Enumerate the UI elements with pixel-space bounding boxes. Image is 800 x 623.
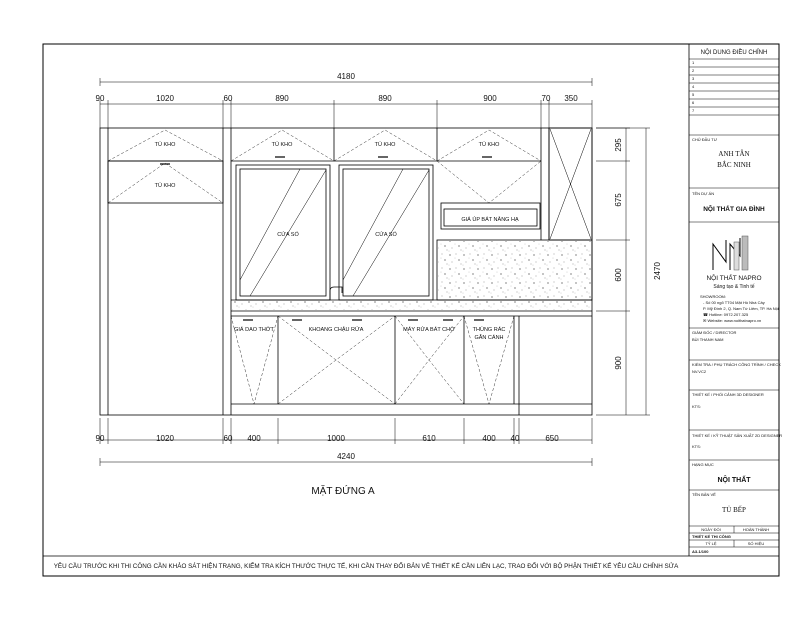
dim-bottom-2: 1020: [156, 434, 174, 443]
dim-top-7: 70: [541, 94, 551, 103]
label-pantry-mid: TỦ KHO: [154, 183, 176, 189]
dim-bottom-9: 650: [545, 434, 559, 443]
dim-top-2: 1020: [156, 94, 174, 103]
dim-bottom-7: 400: [482, 434, 496, 443]
sheet-label: SỐ HIỆU: [747, 541, 765, 546]
phase: THIẾT KẾ THI CÔNG: [692, 534, 731, 539]
row-date-label: NGÀY ĐỔI: [701, 527, 721, 532]
total-height: 2470: [653, 262, 662, 280]
showroom-label: SHOWROOM:: [700, 294, 726, 299]
construction-note: YÊU CẦU TRƯỚC KHI THI CÔNG CẦN KHẢO SÁT HIỆN TRẠNG, KIỂM TRA KÍCH THƯỚC THỰC TẾ, KHI CẦN THAY ĐỔI BẢN VẼ THIẾT KẾ CẦN LIÊN LẠC, TRAO ĐỔI VỚI BỘ PHẬN THIẾT KẾ YÊU CẦU CHỈNH SỬA: [53, 563, 679, 570]
revisions-header: NỘI DUNG ĐIỀU CHỈNH: [700, 50, 768, 56]
row-finish-label: HOÀN THÀNH: [742, 527, 770, 532]
owner-line2: BẮC NINH: [717, 161, 751, 169]
dim-bottom-5: 1000: [327, 434, 345, 443]
label-dishwasher: MÁY RỬA BÁT CHỜ: [403, 327, 455, 333]
tech-label: THIẾT KẾ / KỸ THUẬT SẢN XUẤT 2D DESIGNER: [692, 433, 783, 438]
project-name: NỘI THẤT GIA ĐÌNH: [703, 206, 765, 213]
dim-right-1: 295: [614, 138, 623, 152]
scale-label: TỶ LỆ: [705, 541, 717, 546]
director-name: BÙI THANH NAM: [692, 337, 724, 342]
bottom-dimension-labels: [96, 434, 560, 461]
project-label: TÊN DỰ ÁN: [692, 191, 715, 196]
dim-right-2: 675: [614, 193, 623, 207]
category-value: NỘI THẤT: [717, 477, 751, 484]
drawing-name: TỦ BẾP: [722, 506, 746, 514]
dim-bottom-6: 610: [422, 434, 436, 443]
napro-logo-icon: [713, 236, 748, 270]
revision-4: 4: [692, 84, 695, 89]
revision-3: 3: [692, 76, 695, 81]
dim-top-8: 350: [564, 94, 578, 103]
revision-1: 1: [692, 60, 695, 65]
label-trash-bin-2: GẮN CÁNH: [474, 335, 504, 341]
revision-5: 5: [692, 92, 695, 97]
check-label: KIỂM TRA / PHỤ TRÁCH CÔNG TRÌNH / CHECK: [692, 362, 781, 367]
owner-line1: ANH TÂN: [718, 150, 750, 158]
showroom-line4: ✉ Website: www.noithatnapro.vn: [703, 318, 762, 323]
label-upper-3: TỦ KHO: [478, 142, 500, 148]
tech-value: KTS:: [692, 444, 701, 449]
label-window-2: CỬA SỔ: [375, 232, 397, 238]
dim-top-4: 890: [275, 94, 289, 103]
owner-label: CHỦ ĐẦU TƯ: [692, 137, 718, 142]
title-block: [692, 49, 782, 554]
overall-width-top: 4180: [337, 72, 355, 81]
dim-bottom-8: 40: [510, 434, 520, 443]
dim-right-3: 600: [614, 268, 623, 282]
showroom-line3: ☎ Hotline: 0972.207.325: [703, 312, 749, 317]
label-trash-bin-1: THÙNG RÁC: [472, 327, 506, 333]
company-slogan: Sáng tạo & Tinh tế: [713, 284, 755, 290]
company-name: NỘI THẤT NAPRO: [706, 275, 762, 282]
paper-size: A3-1/100: [692, 549, 709, 554]
label-pantry-upper: TỦ KHO: [154, 142, 176, 148]
top-dimension-labels: [96, 94, 579, 103]
dim-top-5: 890: [378, 94, 392, 103]
right-dimension-labels: [614, 138, 662, 370]
design-label: THIẾT KẾ / PHỐI CẢNH 3D DESIGNER: [692, 392, 764, 397]
dim-top-3: 60: [223, 94, 233, 103]
label-sink-bay: KHOANG CHẬU RỬA: [308, 327, 364, 333]
category-label: HẠNG MỤC: [692, 462, 714, 467]
label-knife-rack: GIÁ DAO THỚT: [234, 327, 274, 333]
dim-top-6: 900: [483, 94, 497, 103]
dim-right-4: 900: [614, 356, 623, 370]
overall-width-bottom: 4240: [337, 452, 355, 461]
revision-2: 2: [692, 68, 695, 73]
dim-bottom-1: 90: [95, 434, 105, 443]
director-label: GIÁM ĐỐC / DIRECTOR: [692, 330, 737, 335]
label-upper-2: TỦ KHO: [374, 142, 396, 148]
label-window-1: CỬA SỔ: [277, 232, 299, 238]
showroom-line1: - Số 00 ngõ TT04 Mặt Hồ Nhà Cây: [703, 300, 765, 305]
label-dish-rack: GIÁ ÚP BÁT NÂNG HẠ: [461, 217, 519, 223]
revision-7: 7: [692, 108, 695, 113]
showroom-line2: P. Mỹ Đình 2, Q. Nam Từ Liêm, TP. Hà Nội: [703, 306, 779, 311]
dim-bottom-3: 60: [223, 434, 233, 443]
dim-bottom-4: 400: [247, 434, 261, 443]
label-upper-1: TỦ KHO: [271, 142, 293, 148]
revision-6: 6: [692, 100, 695, 105]
design-value: KTS:: [692, 404, 701, 409]
check-value: NV.VC2: [692, 369, 707, 374]
dim-top-1: 90: [95, 94, 105, 103]
drawing-name-label: TÊN BẢN VẼ: [692, 492, 716, 497]
view-title: MẶT ĐỨNG A: [311, 486, 375, 497]
